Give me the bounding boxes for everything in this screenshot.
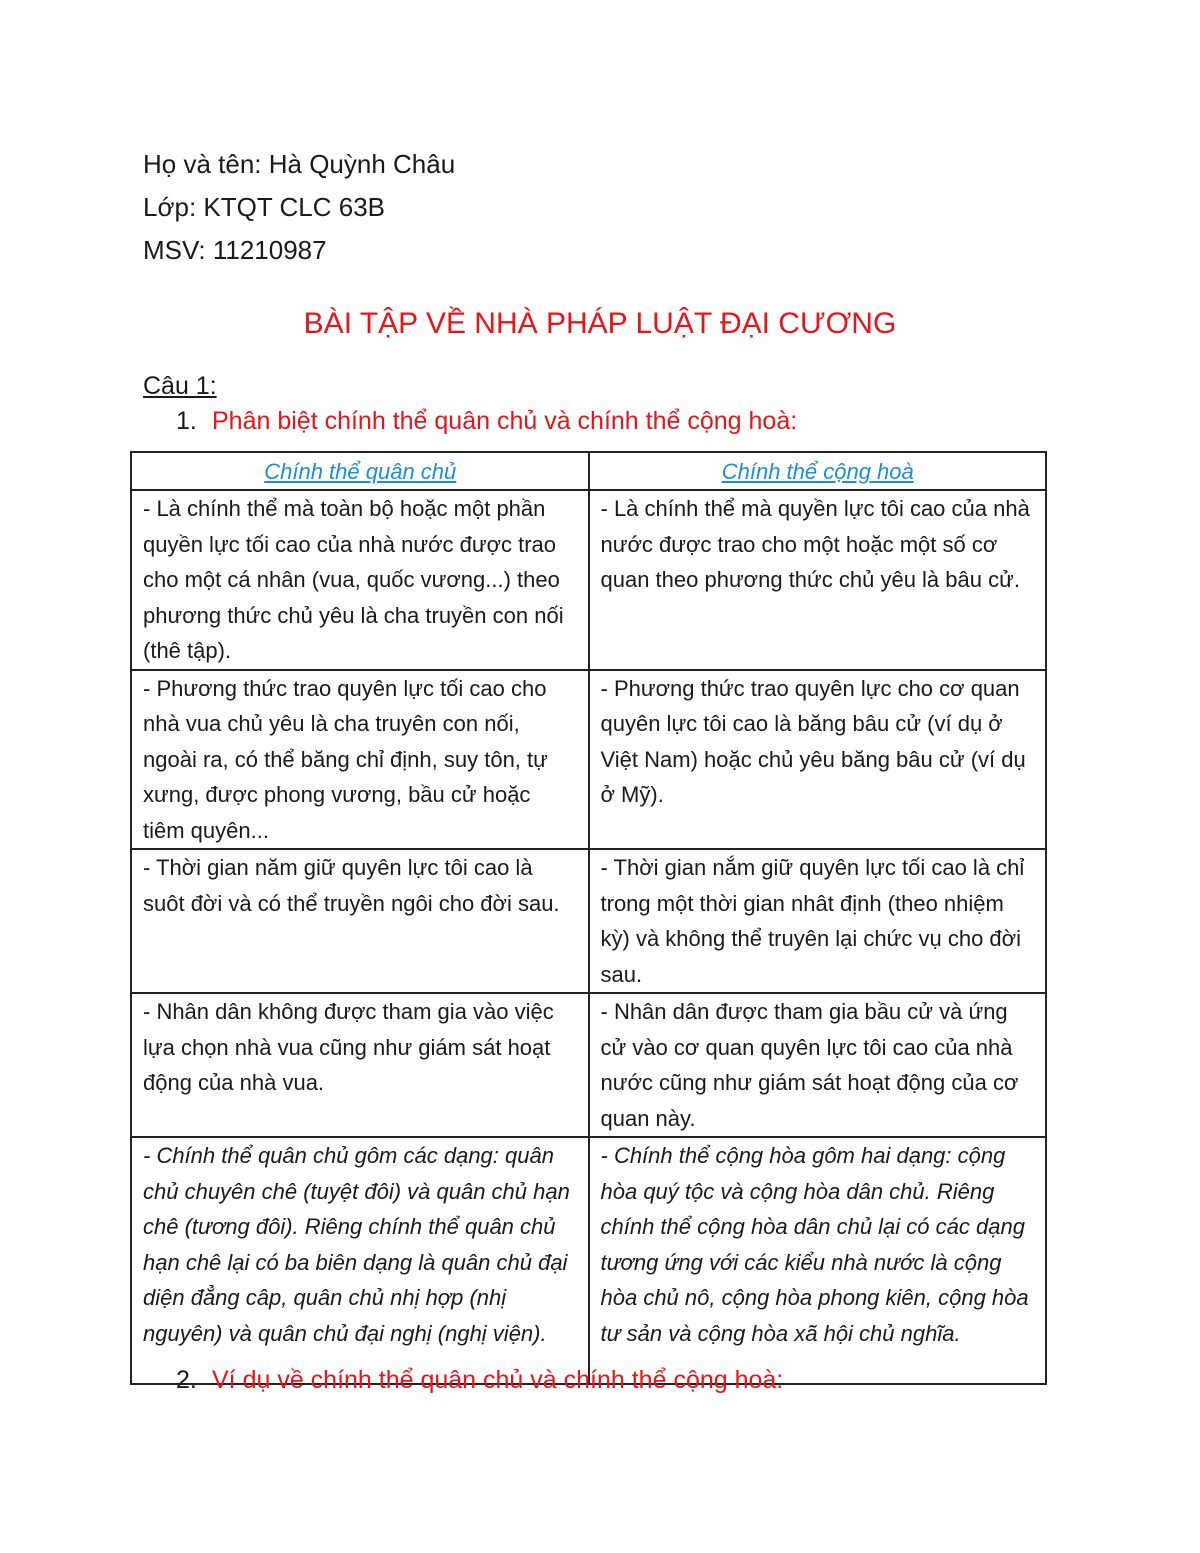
header-republic: Chính thể cộng hoà <box>589 452 1047 490</box>
table-cell-republic: - Nhân dân được tham gia bầu cử và ứng cử vào cơ quan quyên lực tôi cao của nhà nước cũng như giám sát hoạt động của cơ quan này. <box>589 993 1047 1137</box>
table-cell-monarchy: - Phương thức trao quyên lực tối cao cho nhà vua chủ yêu là cha truyên con nối, ngoài ra, có thể băng chỉ định, suy tôn, tự xưng, được phong vương, bầu cử hoặc tiêm quyên... <box>131 670 589 850</box>
table-cell-monarchy: - Là chính thể mà toàn bộ hoặc một phần quyền lực tối cao của nhà nước được trao cho một cá nhân (vua, quốc vương...) theo phương thức chủ yêu là cha truyền con nối (thê tập). <box>131 490 589 670</box>
table-row <box>131 490 1046 670</box>
document-title: BÀI TẬP VỀ NHÀ PHÁP LUẬT ĐẠI CƯƠNG <box>303 307 897 340</box>
student-class-line: Lớp: KTQT CLC 63B <box>143 192 385 222</box>
table-row <box>131 670 1046 850</box>
list-item-text: Ví dụ về chính thể quân chủ và chính thể cộng hoà: <box>212 1366 784 1394</box>
table-row <box>131 849 1046 993</box>
table-row <box>131 993 1046 1137</box>
list-item-1 <box>176 405 797 437</box>
student-name-line: Họ và tên: Hà Quỳnh Châu <box>143 149 456 179</box>
table-cell-monarchy: - Chính thể quân chủ gôm các dạng: quân chủ chuyên chê (tuyệt đôi) và quân chủ hạn chê (tương đôi). Riêng chính thể quân chủ hạn chê lại có ba biên dạng là quân chủ đại diện đẳng câp, quân chủ nhị hợp (nhị nguyên) và quân chủ đại nghị (nghị viện). <box>131 1137 589 1384</box>
student-id-line: MSV: 11210987 <box>143 235 327 265</box>
table-cell-monarchy: - Nhân dân không được tham gia vào việc lựa chọn nhà vua cũng như giám sát hoạt động của nhà vua. <box>131 993 589 1137</box>
table-cell-republic: - Phương thức trao quyên lực cho cơ quan quyên lực tôi cao là băng bâu cử (ví dụ ở Việt Nam) hoặc chủ yêu băng bâu cử (ví dụ ở Mỹ). <box>589 670 1047 850</box>
list-item-2 <box>176 1364 783 1396</box>
list-item-text: Phân biệt chính thể quân chủ và chính thể cộng hoà: <box>212 407 798 435</box>
table-row <box>131 1137 1046 1384</box>
comparison-table <box>130 451 1047 1385</box>
list-item-number: 2. <box>176 1366 197 1394</box>
table-cell-republic: - Thời gian nắm giữ quyên lực tối cao là chỉ trong một thời gian nhât định (theo nhiệm kỳ) và không thể truyên lại chức vụ cho đời sau. <box>589 849 1047 993</box>
header-monarchy: Chính thể quân chủ <box>131 452 589 490</box>
list-item-number: 1. <box>176 407 197 435</box>
table-cell-republic: - Chính thể cộng hòa gôm hai dạng: cộng hòa quý tộc và cộng hòa dân chủ. Riêng chính thể cộng hòa dân chủ lại có các dạng tương ứng với các kiểu nhà nước là cộng hòa chủ nô, cộng hòa phong kiên, cộng hòa tư sản và cộng hòa xã hội chủ nghĩa. <box>589 1137 1047 1384</box>
table-header-row <box>131 452 1046 490</box>
question-label: Câu 1: <box>143 372 217 400</box>
table-cell-republic: - Là chính thể mà quyền lực tôi cao của nhà nước được trao cho một hoặc một số cơ quan theo phương thức chủ yêu là bâu cử. <box>589 490 1047 670</box>
table-cell-monarchy: - Thời gian năm giữ quyên lực tôi cao là suôt đời và có thể truyền ngôi cho đời sau. <box>131 849 589 993</box>
